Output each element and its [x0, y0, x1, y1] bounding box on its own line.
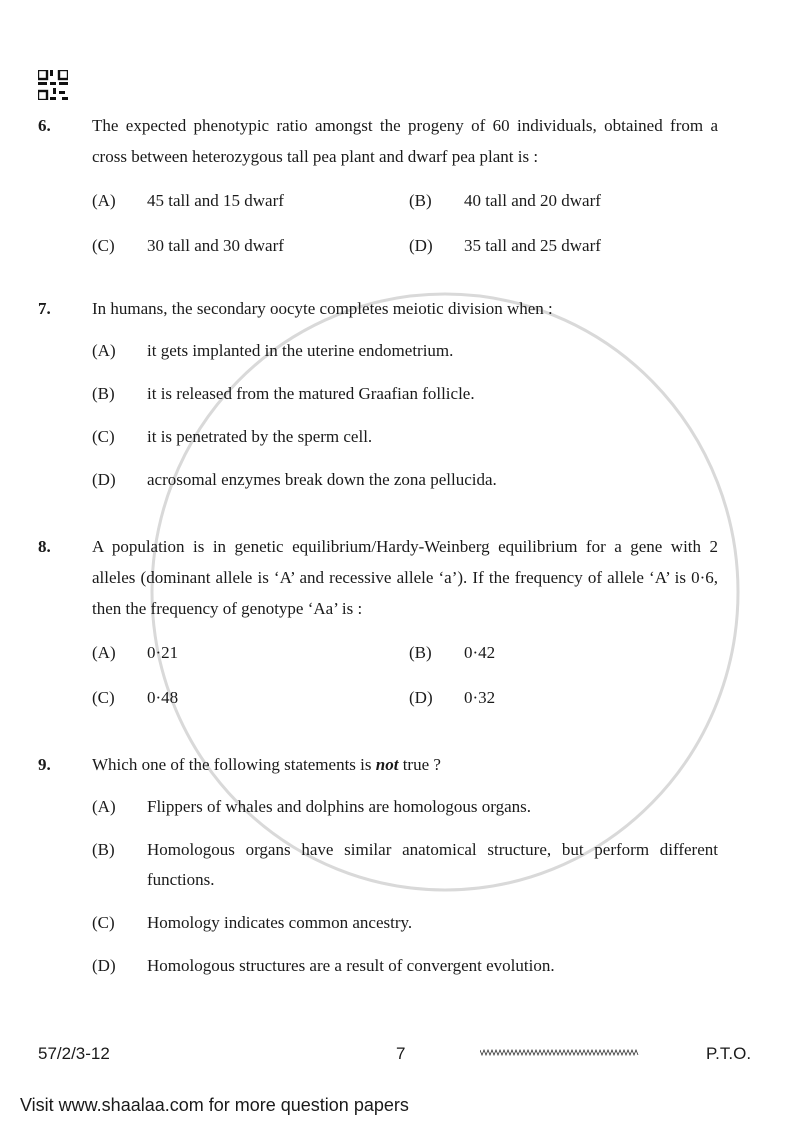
qr-code-icon — [38, 70, 68, 100]
question-text: The expected phenotypic ratio amongst the progeny of 60 individuals, obtained from a cross between heterozygous tall pea plant and dwarf pea plant is : — [92, 116, 718, 166]
option-label: (B) — [92, 840, 115, 859]
option-label: (D) — [409, 236, 433, 255]
question-text: A population is in genetic equilibrium/Hardy-Weinberg equilibrium for a gene with 2 alleles (dominant allele is ‘A’ and recessive allele ‘a’). If the frequency of allele ‘A’ is 0·6, then the frequency of genotype ‘Aa’ is : — [92, 537, 718, 618]
option-a — [92, 792, 718, 822]
option-label: (A) — [92, 643, 116, 662]
pto-label: P.T.O. — [706, 1044, 752, 1063]
option-b — [92, 379, 718, 409]
option-a — [92, 336, 718, 366]
option-text: Homology indicates common ancestry. — [147, 913, 413, 932]
option-label: (C) — [92, 236, 115, 255]
option-c — [92, 231, 409, 261]
option-text: 0·21 — [147, 643, 179, 662]
option-label: (D) — [92, 470, 116, 489]
option-text: 45 tall and 15 dwarf — [147, 191, 284, 210]
question-8 — [38, 531, 718, 713]
option-text: 40 tall and 20 dwarf — [464, 191, 601, 210]
option-label: (C) — [92, 913, 115, 932]
question-text-start: Which one of the following statements is — [92, 755, 376, 774]
option-label: (A) — [92, 797, 116, 816]
question-number: 6. — [38, 116, 51, 135]
option-label: (B) — [409, 643, 432, 662]
visit-link-text[interactable]: Visit www.shaalaa.com for more question papers — [20, 1095, 409, 1115]
option-text: 35 tall and 25 dwarf — [464, 236, 601, 255]
option-label: (D) — [92, 956, 116, 975]
option-b — [409, 638, 718, 668]
option-label: (A) — [92, 191, 116, 210]
option-text: Flippers of whales and dolphins are homologous organs. — [147, 797, 532, 816]
emphasis-not: not — [375, 755, 399, 774]
option-text: it is penetrated by the sperm cell. — [147, 427, 373, 446]
question-text: In humans, the secondary oocyte completes meiotic division when : — [92, 299, 553, 318]
option-text: it is released from the matured Graafian follicle. — [147, 384, 475, 403]
option-c — [92, 422, 718, 452]
option-label: (B) — [92, 384, 115, 403]
option-text: 0·42 — [464, 643, 496, 662]
option-d — [409, 683, 718, 713]
option-label: (C) — [92, 688, 115, 707]
paper-code: 57/2/3-12 — [38, 1044, 110, 1063]
wavy-line-decoration — [480, 1047, 640, 1057]
option-text: Homologous structures are a result of convergent evolution. — [147, 956, 555, 975]
option-d — [92, 951, 718, 981]
question-number: 7. — [38, 299, 51, 318]
question-7 — [38, 293, 718, 495]
question-text — [92, 749, 718, 780]
option-b — [92, 835, 718, 895]
option-a — [92, 186, 409, 216]
question-text-end: true ? — [398, 755, 441, 774]
option-text: Homologous organs have similar anatomical structure, but perform different functions. — [147, 840, 718, 889]
question-number: 9. — [38, 755, 51, 774]
option-label: (B) — [409, 191, 432, 210]
option-a — [92, 638, 409, 668]
option-d — [409, 231, 718, 261]
option-text: it gets implanted in the uterine endometrium. — [147, 341, 454, 360]
option-d — [92, 465, 718, 495]
option-text: 30 tall and 30 dwarf — [147, 236, 284, 255]
option-label: (A) — [92, 341, 116, 360]
page-number: 7 — [396, 1044, 406, 1063]
question-number: 8. — [38, 537, 51, 556]
option-label: (D) — [409, 688, 433, 707]
option-b — [409, 186, 718, 216]
option-text: acrosomal enzymes break down the zona pellucida. — [147, 470, 497, 489]
questions-list — [38, 110, 718, 1017]
option-label: (C) — [92, 427, 115, 446]
option-text: 0·32 — [464, 688, 496, 707]
option-c — [92, 683, 409, 713]
question-9 — [38, 749, 718, 981]
option-text: 0·48 — [147, 688, 179, 707]
question-6 — [38, 110, 718, 261]
option-c — [92, 908, 718, 938]
